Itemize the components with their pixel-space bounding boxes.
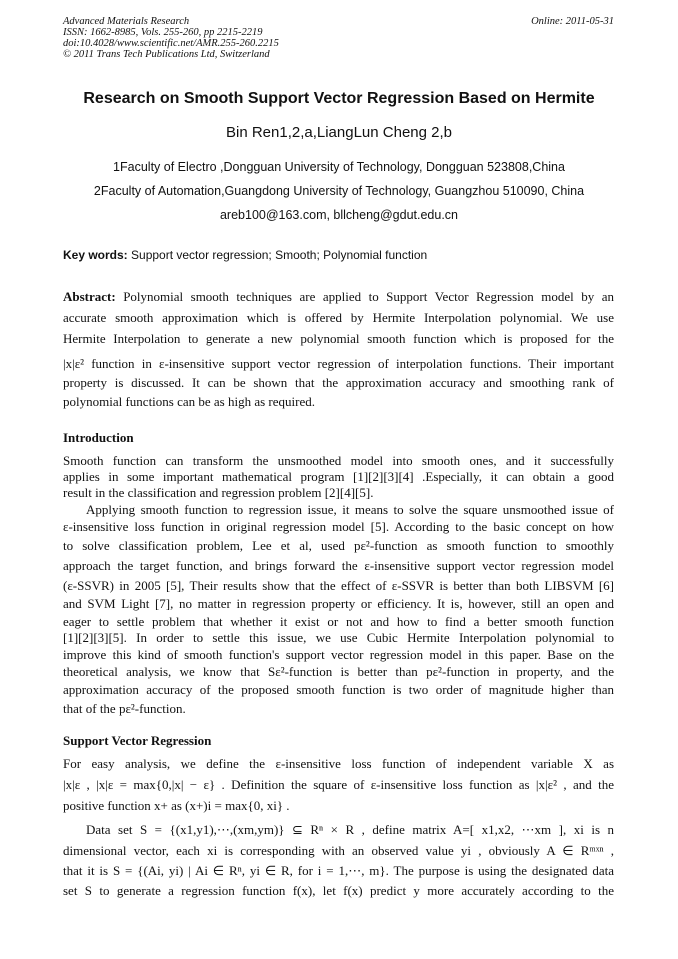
intro-line: eager to settle problem that whether it exist or not and how to find a better smooth function bbox=[63, 614, 614, 629]
intro-line: improve this kind of smooth function's support vector regression model in this paper. Base on the bbox=[63, 647, 614, 662]
emails: areb100@163.com, bllcheng@gdut.edu.cn bbox=[219, 208, 459, 222]
keywords-label: Key words: bbox=[63, 248, 128, 262]
abstract-line: Hermite Interpolation to generate a new polynomial smooth function which is proposed for the bbox=[63, 331, 614, 346]
journal-name: Advanced Materials Research bbox=[63, 16, 190, 27]
intro-line: [1][2][3][5]. In order to settle this issue, we use Cubic Hermite Interpolation polynomial to bbox=[63, 630, 614, 645]
svr-line: set S to generate a regression function f(x), let f(x) predict y more accurately according to the bbox=[63, 883, 614, 898]
keywords bbox=[63, 248, 427, 262]
svr-line: For easy analysis, we define the ε-insensitive loss function of independent variable X as bbox=[63, 756, 614, 771]
intro-line: Applying smooth function to regression issue, it means to solve the square unsmoothed issue of bbox=[86, 502, 614, 517]
intro-line: approximation accuracy of the proposed smooth function is two order of magnitude higher than bbox=[63, 682, 614, 697]
intro-line: Smooth function can transform the unsmoothed model into smooth ones, and it successfully bbox=[63, 453, 614, 468]
svr-line: |x|ε , |x|ε = max{0,|x| − ε} . Definition the square of ε-insensitive loss function as |x|ε² , and the bbox=[63, 777, 614, 792]
intro-line: that of the pε²-function. bbox=[63, 701, 186, 716]
online-date: Online: 2011-05-31 bbox=[531, 16, 614, 27]
abstract-line bbox=[63, 289, 614, 305]
intro-line: result in the classification and regression problem [2][4][5]. bbox=[63, 485, 374, 500]
abstract-line: accurate smooth approximation which is offered by Hermite Interpolation polynomial. We use bbox=[63, 310, 614, 325]
abstract-line: polynomial functions can be as high as required. bbox=[63, 394, 315, 409]
copyright: © 2011 Trans Tech Publications Ltd, Switzerland bbox=[63, 49, 270, 60]
affiliation-2: 2Faculty of Automation,Guangdong University of Technology, Guangzhou 510090, China bbox=[93, 184, 585, 198]
svr-line: positive function x+ as (x+)i = max{0, xi} . bbox=[63, 798, 290, 813]
abstract-text: Polynomial smooth techniques are applied to Support Vector Regression model by an bbox=[115, 289, 614, 304]
intro-line: ε-insensitive loss function in original regression model [5]. According to the basic concept on how bbox=[63, 519, 614, 534]
abstract-line: |x|ε² function in ε-insensitive support vector regression of interpolation functions. Their important bbox=[63, 356, 614, 371]
affiliation-1: 1Faculty of Electro ,Dongguan University of Technology, Dongguan 523808,China bbox=[113, 160, 565, 174]
section-heading-introduction: Introduction bbox=[63, 430, 134, 445]
svr-line: that it is S = {(Ai, yi) | Ai ∈ Rⁿ, yi ∈ R, for i = 1,⋯, m}. The purpose is using the designated data bbox=[63, 863, 614, 878]
intro-line: theoretical analysis, we know that Sε²-function is better than pε²-function in property, and the bbox=[63, 664, 614, 679]
intro-line: approach the target function, and brings forward the ε-insensitive support vector regression model bbox=[63, 558, 614, 573]
intro-line: to solve classification problem, Lee et al, used pε²-function as smooth function to smoothly bbox=[63, 538, 614, 553]
doi: doi:10.4028/www.scientific.net/AMR.255-260.2215 bbox=[63, 38, 279, 49]
section-heading-svr: Support Vector Regression bbox=[63, 733, 212, 748]
svr-line: dimensional vector, each xi is corresponding with an observed value yi , obviously A ∈ Rᵐˣⁿ , bbox=[63, 843, 614, 858]
keywords-text: Support vector regression; Smooth; Polynomial function bbox=[127, 248, 428, 262]
intro-line: applies in some important mathematical program [1][2][3][4] .Especially, it can obtain a good bbox=[63, 469, 614, 484]
intro-line: and SVM Light [7], no matter in regression property or efficiency. It is, however, still an open and bbox=[63, 596, 614, 611]
abstract-label: Abstract: bbox=[63, 289, 116, 304]
issn: ISSN: 1662-8985, Vols. 255-260, pp 2215-2219 bbox=[63, 27, 263, 38]
svr-line: Data set S = {(x1,y1),⋯,(xm,ym)} ⊆ Rⁿ × R , define matrix A=[ x1,x2, ⋯xm ], xi is n bbox=[86, 822, 614, 837]
authors: Bin Ren1,2,a,LiangLun Cheng 2,b bbox=[225, 124, 452, 141]
abstract-line: property is discussed. It can be shown that the approximation accuracy and smoothing rank of bbox=[63, 375, 614, 390]
intro-line: (ε-SSVR) in 2005 [5], Their results show that the effect of ε-SSVR is better than both LIBSVM [6] bbox=[63, 578, 614, 593]
paper-title: Research on Smooth Support Vector Regression Based on Hermite bbox=[83, 90, 595, 107]
